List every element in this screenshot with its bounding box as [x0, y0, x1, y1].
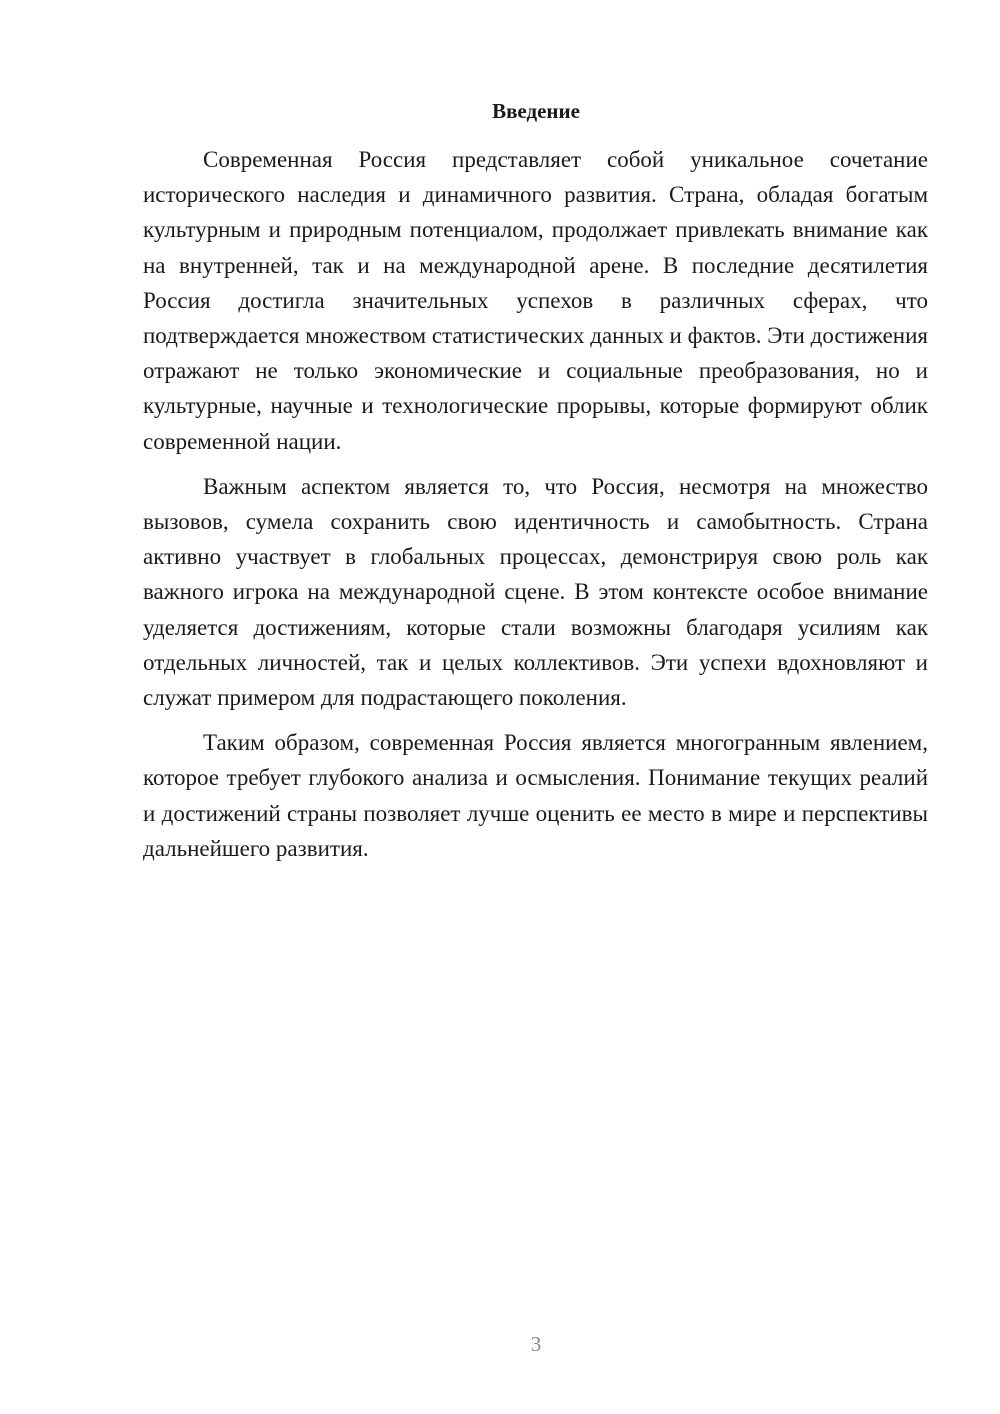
paragraph-2: Важным аспектом является то, что Россия, несмотря на множество вызовов, сумела сохранить свою идентичность и самобытность. Страна активно участвует в глобальных процессах, демонстрируя свою роль как важного игрока на международной сцене. В этом контексте особое внимание уделяется достижениям, которые стали возможны благодаря усилиям как отдельных личностей, так и целых коллективов. Эти успехи вдохновляют и служат примером для подрастающего поколения. [143, 473, 928, 711]
section-heading: Введение [492, 99, 580, 123]
paragraph-1: Современная Россия представляет собой уникальное сочетание исторического наследия и динамичного развития. Страна, обладая богатым культурным и природным потенциалом, продолжает привлекать внимание как на внутренней, так и на международной арене. В последние десятилетия Россия достигла значительных успехов в различных сферах, что подтверждается множеством статистических данных и фактов. Эти достижения отражают не только экономические и социальные преобразования, но и культурные, научные и технологические прорывы, которые формируют облик современной нации. [143, 147, 928, 454]
paragraph-3: Таким образом, современная Россия является многогранным явлением, которое требует глубокого анализа и осмысления. Понимание текущих реалий и достижений страны позволяет лучше оценить ее место в мире и перспективы дальнейшего развития. [143, 730, 928, 861]
body-text [143, 142, 928, 876]
page-number: 3 [530, 1332, 542, 1356]
